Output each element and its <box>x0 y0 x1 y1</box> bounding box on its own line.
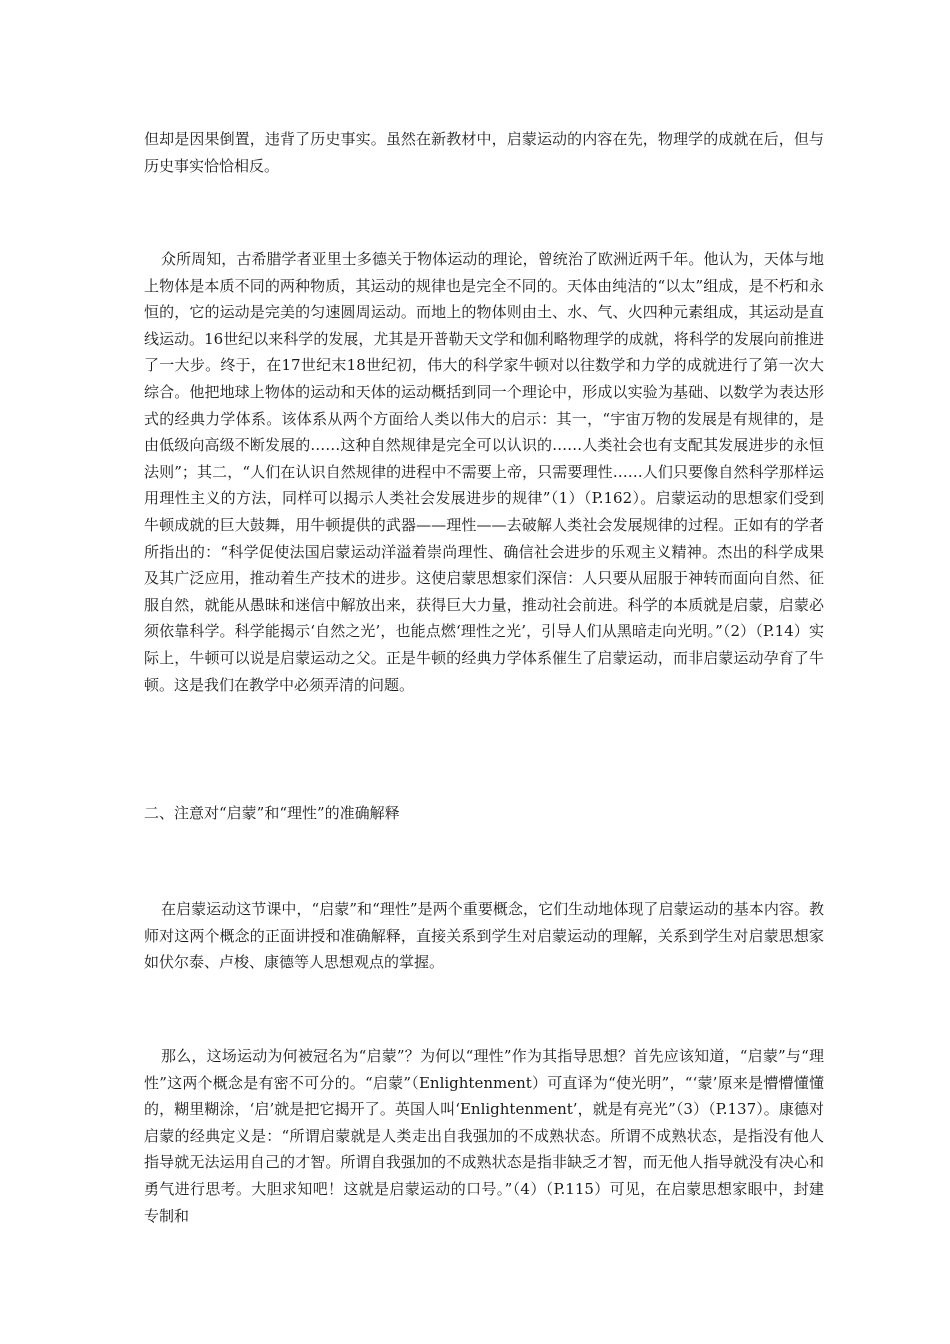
paragraph-cause-effect-inverted: 但却是因果倒置，违背了历史事实。虽然在新教材中，启蒙运动的内容在先，物理学的成就在后，但与历史事实恰恰相反。 <box>144 130 824 175</box>
paragraph-newton-and-enlightenment: 众所周知，古希腊学者亚里士多德关于物体运动的理论，曾统治了欧洲近两千年。他认为，天体与地上物体是本质不同的两种物质，其运动的规律也是完全不同的。天体由纯洁的“以太”组成，是不朽和永恒的，它的运动是完美的匀速圆周运动。而地上的物体则由土、水、气、火四种元素组成，其运动是直线运动。16世纪以来科学的发展，尤其是开普勒天文学和伽利略物理学的成就，将科学的发展向前推进了一大步。终于，在17世纪末18世纪初，伟大的科学家牛顿对以往数学和力学的成就进行了第一次大综合。他把地球上物体的运动和天体的运动概括到同一个理论中，形成以实验为基础、以数学为表达形式的经典力学体系。该体系从两个方面给人类以伟大的启示：其一，“宇宙万物的发展是有规律的，是由低级向高级不断发展的……这种自然规律是完全可以认识的……人类社会也有支配其发展进步的永恒法则”；其二，“人们在认识自然规律的进程中不需要上帝，只需要理性……人们只要像自然科学那样运用理性主义的方法，同样可以揭示人类社会发展进步的规律”（1）（P.162）。启蒙运动的思想家们受到牛顿成就的巨大鼓舞，用牛顿提供的武器——理性——去破解人类社会发展规律的过程。正如有的学者所指出的：“科学促使法国启蒙运动洋溢着崇尚理性、确信社会进步的乐观主义精神。杰出的科学成果及其广泛应用，推动着生产技术的进步。这使启蒙思想家们深信：人只要从屈服于神转而面向自然、征服自然，就能从愚昧和迷信中解放出来，获得巨大力量，推动社会前进。科学的本质就是启蒙，启蒙必须依靠科学。科学能揭示‘自然之光’，也能点燃‘理性之光’，引导人们从黑暗走向光明。”（2）（P.14）实际上，牛顿可以说是启蒙运动之父。正是牛顿的经典力学体系催生了启蒙运动，而非启蒙运动孕育了牛顿。这是我们在教学中必须弄清的问题。 <box>144 250 824 694</box>
paragraph-enlightenment-definition: 那么，这场运动为何被冠名为“启蒙”？为何以“理性”作为其指导思想？首先应该知道，“启蒙”与“理性”这两个概念是有密不可分的。“启蒙”（Enlightenment）可直译为“使光明”，“‘蒙’原来是懵懵懂懂的，糊里糊涂，‘启’就是把它揭开了。英国人叫‘Enlightenment’，就是有亮光”（3）（P.137）。康德对启蒙的经典定义是：“所谓启蒙就是人类走出自我强加的不成熟状态。所谓不成熟状态，是指没有他人指导就无法运用自己的才智。所谓自我强加的不成熟状态是指非缺乏才智，而无他人指导就没有决心和勇气进行思考。大胆求知吧！这就是启蒙运动的口号。”（4）（P.115）可见，在启蒙思想家眼中，封建专制和 <box>144 1047 824 1225</box>
paragraph-key-concepts: 在启蒙运动这节课中，“启蒙”和“理性”是两个重要概念，它们生动地体现了启蒙运动的基本内容。教师对这两个概念的正面讲授和准确解释，直接关系到学生对启蒙运动的理解，关系到学生对启蒙思想家如伏尔泰、卢梭、康德等人思想观点的掌握。 <box>144 900 824 972</box>
section-heading: 二、注意对“启蒙”和“理性”的准确解释 <box>144 804 400 822</box>
